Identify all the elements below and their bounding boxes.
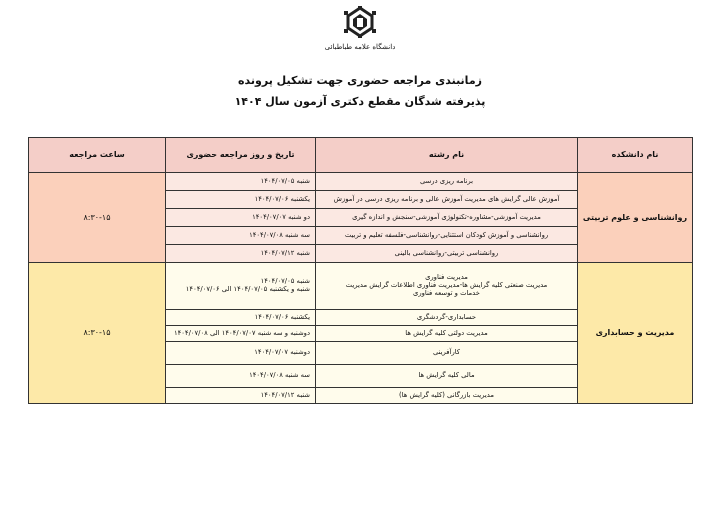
date-cell: یکشنبه ۱۴۰۴/۰۷/۰۶ [166, 191, 316, 209]
major-cell: مدیریت دولتی کلیه گرایش ها [316, 326, 578, 342]
page-subtitle: پذیرفته شدگان مقطع دکتری آزمون سال ۱۴۰۴ [234, 95, 486, 108]
date-cell: سه شنبه ۱۴۰۴/۰۷/۰۸ [166, 227, 316, 245]
date-cell: شنبه ۱۴۰۴/۰۷/۱۲ [166, 245, 316, 263]
major-cell: روانشناسی و آموزش کودکان استثنایی-روانشناسی-فلسفه تعلیم و تربیت [316, 227, 578, 245]
date-cell: دوشنبه ۱۴۰۴/۰۷/۰۷ [166, 342, 316, 365]
page-title: زمانبندی مراجعه حضوری جهت تشکیل پرونده [238, 74, 482, 87]
date-cell: یکشنبه ۱۴۰۴/۰۷/۰۶ [166, 310, 316, 326]
major-cell: مدیریت فناوری مدیریت صنعتی کلیه گرایش ها-مدیریت فناوری اطلاعات گرایش مدیریت خدمات و توسعه فناوری [316, 263, 578, 310]
schedule-table [28, 137, 693, 404]
header-date: تاریخ و روز مراجعه حضوری [166, 138, 316, 173]
schedule-body [29, 173, 693, 404]
major-cell: مالی کلیه گرایش ها [316, 365, 578, 388]
major-cell: مدیریت آموزشی-مشاوره-تکنولوژی آموزشی-سنجش و اندازه گیری [316, 209, 578, 227]
major-cell: آموزش عالی گرایش های مدیریت آموزش عالی و برنامه ریزی درسی در آموزش [316, 191, 578, 209]
table-header-row [29, 138, 693, 173]
date-cell: دوشنبه و سه شنبه ۱۴۰۴/۰۷/۰۷ الی ۱۴۰۴/۰۷/۰۸ [166, 326, 316, 342]
table-row [29, 173, 693, 191]
major-cell: کارآفرینی [316, 342, 578, 365]
date-cell: شنبه ۱۴۰۴/۰۷/۰۵ [166, 173, 316, 191]
header-faculty: نام دانشکده [578, 138, 693, 173]
date-cell: شنبه ۱۴۰۴/۰۷/۰۵ شنبه و یکشنبه ۱۴۰۴/۰۷/۰۵ الی ۱۴۰۴/۰۷/۰۶ [166, 263, 316, 310]
major-cell: برنامه ریزی درسی [316, 173, 578, 191]
university-name: دانشگاه علامه طباطبائی [324, 43, 396, 51]
major-cell: حسابداری-گردشگری [316, 310, 578, 326]
header-hours: ساعت مراجعه [29, 138, 166, 173]
faculty-cell: روانشناسی و علوم تربیتی [578, 173, 693, 263]
table-row [29, 263, 693, 310]
hours-cell: ۸:۳۰-۱۵ [29, 173, 166, 263]
major-cell: روانشناسی تربیتی-روانشناسی بالینی [316, 245, 578, 263]
date-cell: سه شنبه ۱۴۰۴/۰۷/۰۸ [166, 365, 316, 388]
date-cell: شنبه ۱۴۰۴/۰۷/۱۲ [166, 388, 316, 404]
faculty-cell: مدیریت و حسابداری [578, 263, 693, 404]
hours-cell: ۸:۳۰-۱۵ [29, 263, 166, 404]
date-cell: دو شنبه ۱۴۰۴/۰۷/۰۷ [166, 209, 316, 227]
major-cell: مدیریت بازرگانی (کلیه گرایش ها) [316, 388, 578, 404]
header-major: نام رشته [316, 138, 578, 173]
